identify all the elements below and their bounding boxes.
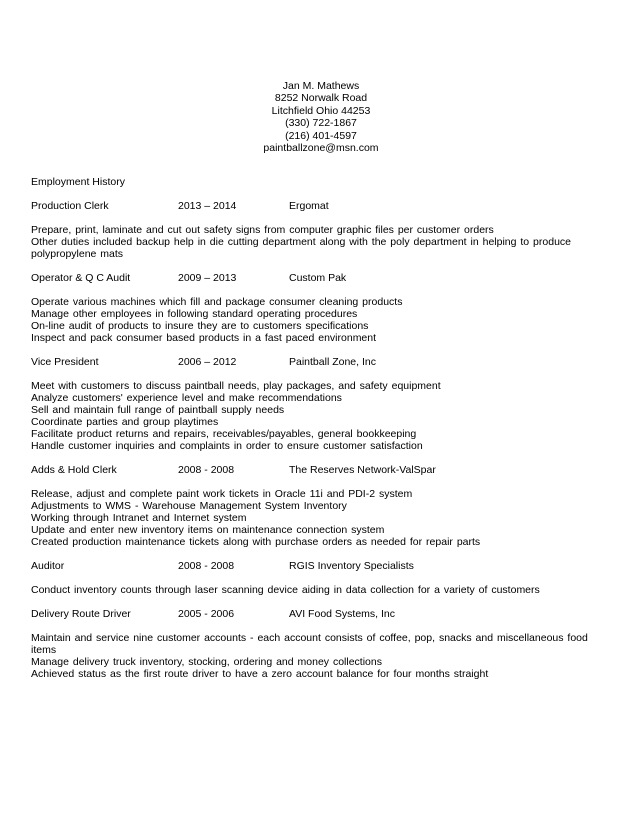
applicant-name: Jan M. Mathews [282, 80, 360, 92]
job-dates: 2009 – 2013 [178, 272, 237, 284]
city-state-zip: Litchfield Ohio 44253 [271, 104, 371, 117]
employment-history-heading: Employment History [31, 176, 125, 188]
job-title: Adds & Hold Clerk [31, 464, 117, 476]
job-title: Delivery Route Driver [31, 608, 131, 620]
job-duties [31, 296, 611, 344]
job-company: AVI Food Systems, Inc [289, 608, 396, 620]
duty-line: Analyze customers' experience level and make recommendations [31, 392, 342, 404]
duty-line: Prepare, print, laminate and cut out safety signs from computer graphic files per customer orders [31, 224, 494, 236]
duty-line: Achieved status as the first route driver to have a zero account balance for four months straight [31, 668, 489, 680]
duty-line: Sell and maintain full range of paintball supply needs [31, 404, 285, 416]
duty-line: Conduct inventory counts through laser scanning device aiding in data collection for a variety of customers [31, 584, 540, 596]
duty-line: polypropylene mats [31, 248, 124, 260]
duty-line: Adjustments to WMS - Warehouse Management System Inventory [31, 500, 347, 512]
job-title: Production Clerk [31, 200, 109, 212]
job-header [31, 272, 611, 284]
resume-body [31, 176, 611, 692]
job-duties [31, 488, 611, 548]
job-header [31, 608, 611, 620]
job-company: Ergomat [289, 200, 329, 212]
duty-line: Created production maintenance tickets along with purchase orders as needed for repair parts [31, 536, 481, 548]
job-entry [31, 608, 611, 680]
job-entry [31, 464, 611, 548]
job-dates: 2006 – 2012 [178, 356, 237, 368]
phone-primary: (330) 722-1867 [285, 117, 357, 130]
duty-line: Other duties included backup help in die cutting department along with the poly department in helping to produce [31, 236, 572, 248]
job-duties [31, 224, 611, 260]
duty-line: Working through Intranet and Internet system [31, 512, 247, 524]
duty-line: Manage other employees in following standard operating procedures [31, 308, 358, 320]
job-dates: 2008 - 2008 [178, 560, 235, 572]
duty-line: Meet with customers to discuss paintball needs, play packages, and safety equipment [31, 380, 441, 392]
street-address: 8252 Norwalk Road [274, 92, 368, 105]
job-company: Paintball Zone, Inc [289, 356, 376, 368]
duty-line: Handle customer inquiries and complaints in order to ensure customer satisfaction [31, 440, 423, 452]
duty-line: Manage delivery truck inventory, stocking, ordering and money collections [31, 656, 382, 668]
job-duties [31, 380, 611, 452]
job-title: Vice President [31, 356, 99, 368]
job-company: The Reserves Network-ValSpar [289, 464, 436, 476]
job-entry [31, 356, 611, 452]
job-header [31, 560, 611, 572]
job-entry [31, 272, 611, 344]
duty-line: On-line audit of products to insure they are to customers specifications [31, 320, 369, 332]
duty-line: Facilitate product returns and repairs, receivables/payables, general bookkeeping [31, 428, 417, 440]
job-duties [31, 632, 611, 680]
job-header [31, 200, 611, 212]
job-dates: 2005 - 2006 [178, 608, 235, 620]
duty-line: Maintain and service nine customer accounts - each account consists of coffee, pop, snacks and miscellaneous food items [31, 632, 592, 656]
contact-header [0, 80, 638, 154]
job-dates: 2008 - 2008 [178, 464, 235, 476]
job-title: Operator & Q C Audit [31, 272, 131, 284]
job-duties [31, 584, 611, 596]
job-company: Custom Pak [289, 272, 347, 284]
job-company: RGIS Inventory Specialists [289, 560, 414, 572]
duty-line: Coordinate parties and group playtimes [31, 416, 219, 428]
job-header [31, 356, 611, 368]
job-entry [31, 200, 611, 260]
duty-line: Update and enter new inventory items on maintenance connection system [31, 524, 385, 536]
job-dates: 2013 – 2014 [178, 200, 237, 212]
job-title: Auditor [31, 560, 65, 572]
job-entry [31, 560, 611, 596]
duty-line: Inspect and pack consumer based products in a fast paced environment [31, 332, 377, 344]
job-header [31, 464, 611, 476]
duty-line: Operate various machines which fill and package consumer cleaning products [31, 296, 403, 308]
phone-secondary: (216) 401-4597 [285, 129, 357, 142]
email-address: paintballzone@msn.com [263, 142, 379, 155]
duty-line: Release, adjust and complete paint work tickets in Oracle 11i and PDI-2 system [31, 488, 413, 500]
